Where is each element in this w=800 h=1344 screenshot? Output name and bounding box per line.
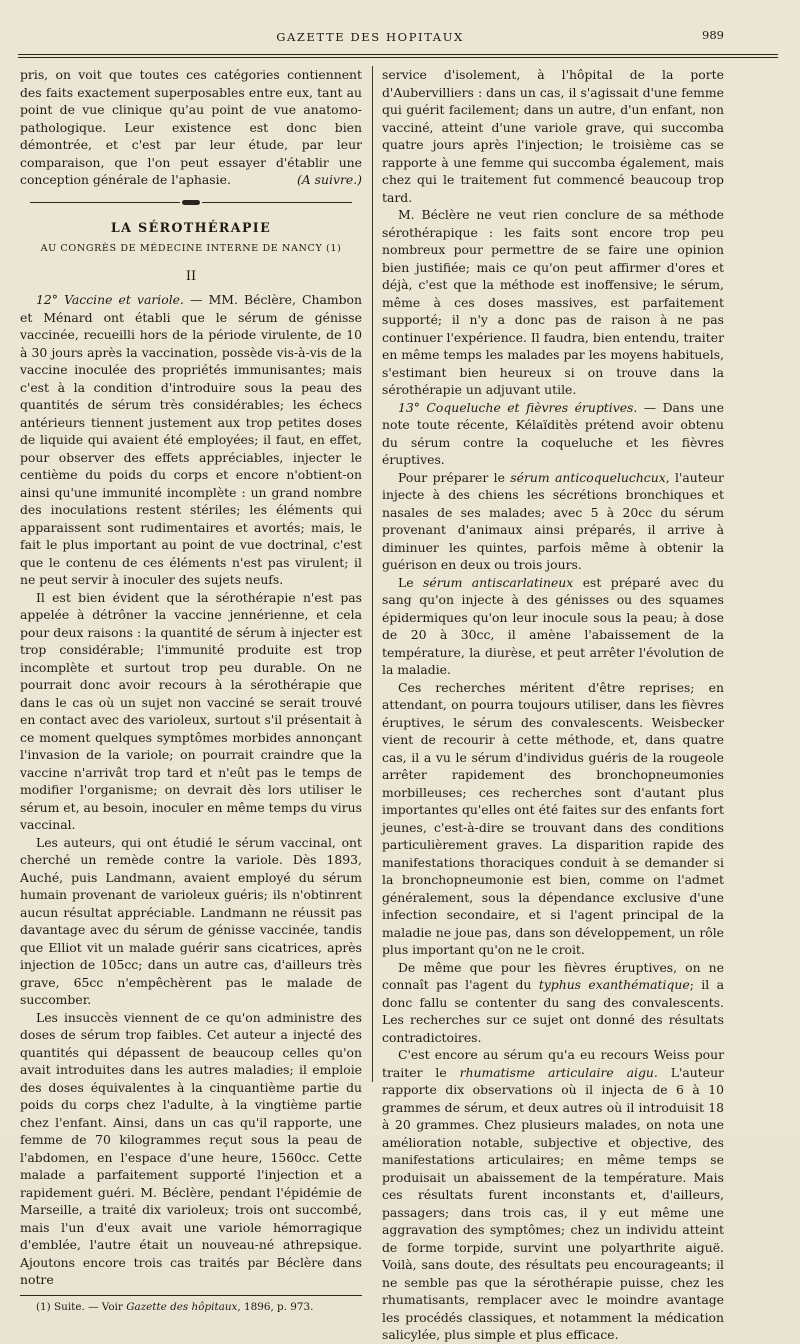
paragraph: Ces recherches méritent d'être reprises; en attendant, on pourra toujours utiliser, dans les fièvres éruptives, le sérum des convalescents. Weisbecker vient de recourir à cette méthode, et, dans quatre cas, il a vu le sérum d'individus guéris de la rougeole arrêter rapidement des bronchopneumonies morbilleuses; ces recherches sont d'autant plus importantes qu'elles ont été faites sur des enfants fort jeunes, c'est-à-dire se trouvant dans des conditions particulièrement graves. La disparition rapide des manifestations thoraciques conduit à se demander si la bronchopneumonie est bien, comme on l'admet généralement, sous la dépendance exclusive d'une infection secondaire, et si l'agent principal de la maladie ne joue pas, dans son développement, un rôle plus important qu'on ne le croit. (382, 679, 724, 957)
section-separator (20, 199, 362, 207)
footnote: (1) Suite. — Voir Gazette des hôpitaux, 1896, p. 973. (36, 1300, 314, 1313)
paragraph-label: 12° Vaccine et variole. (36, 292, 184, 307)
article-title: LA SÉROTHÉRAPIE (110, 219, 272, 235)
paragraph-label: 13° Coqueluche et fièvres éruptives. (398, 399, 638, 415)
paragraph-coqueluche: 13° Coqueluche et fièvres éruptives. — Dans une note toute récente, Kélaïditès prétend avoir obtenu du sérum contre la coqueluche et les fièvres éruptives. (382, 399, 724, 467)
section-number: II (185, 268, 197, 284)
article-subtitle: AU CONGRÈS DE MÉDECINE INTERNE DE NANCY (1) (40, 243, 342, 254)
paragraph-vaccine-variole: 12° Vaccine et variole. — MM. Béclère, Chambon et Ménard ont établi que le sérum de génisse vaccinée, recueilli hors de la période virulente, de 10 à 30 jours après la vaccination, possède vis-à-vis de la vaccine inoculée des propriétés immunisantes; mais c'est à la condition d'introduire sous la peau des quantités de sérum très considérables; les échecs antérieurs tiennent justement aux trop petites doses de liquide qui avaient été employées; il faut, en effet, pour observer des effets appréciables, injecter le centième du poids du corps et encore n'obtient-on ainsi qu'une immunité incomplète : un grand nombre des inoculations restent stériles; les éléments qui apparaissent sont rudimentaires et avortés; mais, le fait le plus important au point de vue doctrinal, c'est que le contenu de ces éléments n'est pas virulent; il ne peut servir à inoculer des sujets neufs. (20, 292, 362, 587)
paragraph: M. Béclère ne veut rien conclure de sa méthode sérothérapique : les faits sont encore trop peu nombreux pour permettre de se faire une opinion bien justifiée; mais ce qu'on peut affirmer d'ores et déjà, c'est que la méthode est inoffensive; le sérum, même à ces doses massives, est parfaitement supporté; il n'y a donc pas de raison à ne pas continuer l'expérience. Il faudra, bien entendu, traiter en même temps les malades par les moyens habituels, s'estimant bien heureux si on trouve dans la sérothérapie un adjuvant utile. (382, 207, 724, 397)
paragraph: Il est bien évident que la sérothérapie n'est pas appelée à détrôner la vaccine jennérienne, et cela pour deux raisons : la quantité de sérum à injecter est trop considérable; l'immunité produite est trop incomplète et surtout trop peu durable. On ne pourrait donc avoir recours à la sérothérapie que dans le cas où un sujet non vacciné se serait trouvé en contact avec des varioleux, surtout s'il présentait à ce moment quelques symptômes morbides annonçant l'invasion de la variole; on pourrait craindre que la vaccine n'arrivât trop tard et n'eût pas le temps de modifier l'organisme; on devrait dès lors utiliser le sérum et, au besoin, inoculer en même temps du virus vaccinal. (20, 589, 362, 832)
paragraph: C'est encore au sérum qu'a eu recours Weiss pour traiter le rhumatisme articulaire aigu. L'auteur rapporte dix observations où il injecta de 6 à 10 grammes de sérum, et deux autres où il introduisit 18 à 20 grammes. Chez plusieurs malades, on nota une amélioration notable, subjective et objective, des manifestations articulaires; en même temps se produisait un abaissement de la température. Mais ces résultats furent inconstants et, d'ailleurs, passagers; dans trois cas, il y eut même une aggravation des symptômes; chez un individu atteint de forme torpide, survint une polyarthrite aiguë. Voilà, sans doute, des résultats peu encourageants; il ne semble pas que la sérothérapie puisse, chez les rhumatisants, remplacer avec le moindre avantage les procédés classiques, et notamment la médication salicylée, plus simple et plus efficace. (382, 1047, 724, 1342)
paragraph: Les insuccès viennent de ce qu'on administre des doses de sérum trop faibles. Cet auteur a injecté des quantités qui dépassent de beaucoup celles qu'on avait introduites dans les autres maladies; il emploie des doses équivalentes à la cinquantième partie du poids du corps chez l'adulte, à la vingtième partie chez l'enfant. Ainsi, dans un cas qu'il rapporte, une femme de 70 kilogrammes reçut sous la peau de l'abdomen, en l'espace d'une heure, 1560cc. Cette malade a parfaitement supporté l'injection et a rapidement guéri. M. Béclère, pendant l'épidémie de Marseille, a traité dix varioleux; trois ont succombé, mais l'un d'eux avait une variole hémorragique d'emblée, l'autre était un nouveau-né athrepsique. Ajoutons encore trois cas traités par Béclère dans notre (20, 1009, 362, 1287)
continuation-paragraph: pris, on voit que toutes ces catégories contiennent des faits exactement superposables entre eux, tant au point de vue clinique qu'au point de vue anatomo-pathologique. Leur existence est donc bien démontrée, et c'est par leur étude, par leur comparaison, que l'on peut essayer d'établir une conception générale de l'aphasie. (A suivre.) (20, 67, 362, 187)
paragraph: Les auteurs, qui ont étudié le sérum vaccinal, ont cherché un remède contre la variole. Dès 1893, Auché, puis Landmann, avaient employé du sérum humain provenant de varioleux guéris; ils n'obtinrent aucun résultat appréciable. Landmann ne réussit pas davantage avec du sérum de génisse vaccinée, tandis que Elliot vit un malade guérir sans cicatrices, après injection de 105cc; dans un autre cas, d'ailleurs très grave, 65cc n'empêchèrent pas le malade de succomber. (20, 834, 362, 1007)
footnote-rule (20, 1295, 362, 1296)
column-divider (372, 66, 373, 1082)
paragraph: Le sérum antiscarlatineux est préparé avec du sang qu'on injecte à des génisses ou des squames épidermiques qu'on leur inocule sous la peau; à dose de 20 à 30cc, il amène l'abaissement de la température, la diurèse, et peut arrêter l'évolution de la maladie. (382, 574, 724, 677)
to-be-continued: (A suivre.) (296, 172, 362, 187)
running-head (0, 30, 800, 50)
journal-title: GAZETTE DES HOPITAUX (276, 30, 464, 44)
right-column (382, 66, 724, 1344)
paragraph: service d'isolement, à l'hôpital de la porte d'Aubervilliers : dans un cas, il s'agissait d'une femme qui guérit facilement; dans un autre, d'un enfant, non vacciné, atteint d'une variole grave, qui succomba quatre jours après l'injection; le troisième cas se rapporte à une femme qui succomba également, mais chez qui le traitement fut commencé beaucoup trop tard. (382, 67, 724, 205)
page-number: 989 (702, 28, 724, 42)
left-column (20, 66, 362, 1314)
header-rule (18, 54, 778, 58)
paragraph: De même que pour les fièvres éruptives, on ne connaît pas l'agent du typhus exanthématique; il a donc fallu se contenter du sang des convalescents. Les recherches sur ce sujet ont donné des résultats contradictoires. (382, 959, 724, 1045)
paragraph: Pour préparer le sérum anticoqueluchcux, l'auteur injecte à des chiens les sécrétions bronchiques et nasales de ses malades; avec 5 à 20cc du sérum provenant d'animaux ainsi préparés, il arrive à diminuer les quintes, parfois même à obtenir la guérison en deux ou trois jours. (382, 469, 724, 572)
